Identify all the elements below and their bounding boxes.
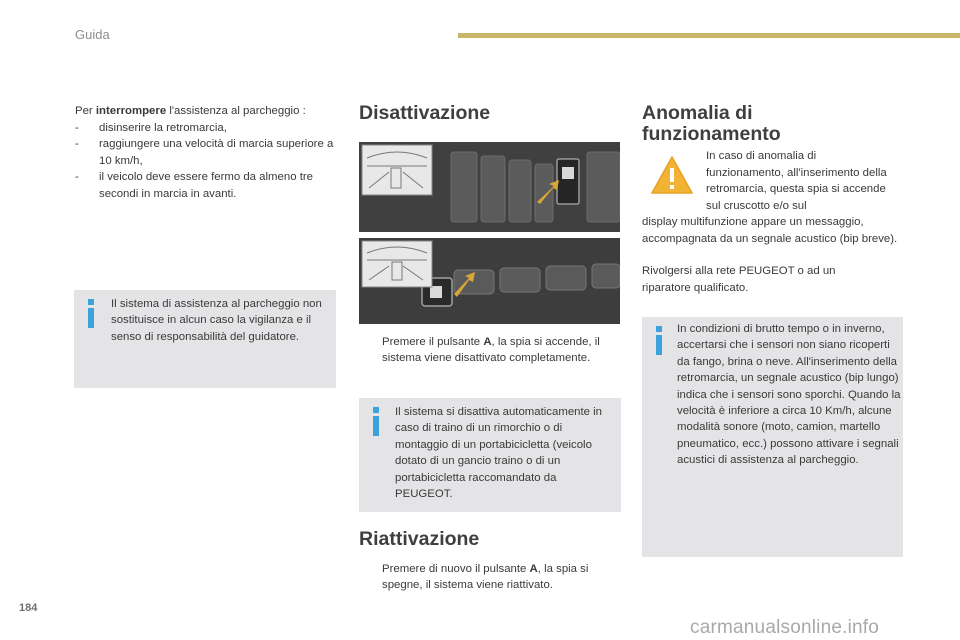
info-box-weather (642, 317, 903, 557)
intro-lead-prefix: Per (75, 105, 96, 117)
heading-anomalia (642, 103, 781, 145)
page-number: 184 (19, 602, 38, 614)
anomalia-paragraph-contact: Rivolgersi alla rete PEUGEOT o ad un riparatore qualificato. (642, 265, 836, 294)
info-text: Il sistema di assistenza al parcheggio non sostituisce in alcun caso la vigilanza e il senso di responsabilità del guidatore. (111, 298, 322, 343)
list-item (75, 169, 337, 202)
heading-anomalia-line1: Anomalia di (642, 102, 753, 124)
list-item-text: il veicolo deve essere fermo da almeno tre secondi in marcia in avanti. (99, 171, 313, 200)
list-item (75, 136, 337, 169)
anomalia-paragraph-indented: In caso di anomalia di funzionamento, all'inserimento della retromarcia, questa spia si accende sul cruscotto e/o sul (706, 150, 887, 212)
info-text: In condizioni di brutto tempo o in inverno, accertarsi che i sensori non siano ricoperti da fango, brina o neve. All'inserimento della retromarcia, un segnale acustico (bip lungo) indica che i sensori sono sporchi. Quando la velocità è inferiore a circa 10 Km/h, alcune modalità sonore (moto, camion, martello pneumatico, ecc.) possono attivare i segnali acustici di assistenza al parcheggio. (677, 323, 901, 467)
step-prefix: Premere di nuovo il pulsante (382, 563, 530, 575)
list-dash: - (75, 171, 79, 183)
info-box-auto-deactivation (359, 398, 621, 512)
intro-list (75, 120, 337, 203)
step-key: A (483, 336, 492, 348)
step-riattivazione (359, 561, 621, 595)
step-key: A (529, 563, 538, 575)
heading-disattivazione: Disattivazione (359, 102, 491, 124)
intro-lead-suffix: l'assistenza al parcheggio : (166, 105, 306, 117)
step-suffix: , la spia si spegne, il sistema viene riattivato. (382, 563, 589, 592)
intro-lead (75, 103, 337, 120)
step-disattivazione (359, 334, 621, 368)
step-prefix: Premere il pulsante (382, 336, 484, 348)
heading-anomalia-line2: funzionamento (642, 123, 781, 145)
warning-triangle-icon (650, 155, 694, 195)
step-text (382, 561, 621, 594)
list-dash: - (75, 138, 79, 150)
info-box-responsibility (74, 290, 336, 388)
list-item-text: disinserire la retromarcia, (99, 121, 227, 134)
section-title: Guida (75, 27, 110, 42)
list-dash: - (75, 121, 79, 134)
heading-riattivazione: Riattivazione (359, 528, 480, 550)
header-accent-bar (458, 33, 960, 38)
anomalia-paragraph-rest: display multifunzione appare un messaggio, accompagnata da un segnale acustico (bip breve). (642, 216, 898, 245)
watermark: carmanualsonline.info (690, 617, 880, 638)
step-suffix: , la spia si accende, il sistema viene disattivato completamente. (382, 336, 600, 365)
list-item (75, 120, 337, 137)
info-text: Il sistema si disattiva automaticamente in caso di traino di un rimorchio o di montaggio di un portabicicletta (veicolo dotato di un gancio traino o di un portabicicletta raccomandato da PEUGEOT. (395, 406, 603, 501)
step-text (382, 334, 621, 367)
intro-block (75, 103, 337, 202)
dashboard-photo-2 (359, 238, 620, 324)
intro-lead-bold: interrompere (95, 105, 167, 117)
list-item-text: raggiungere una velocità di marcia superiore a 10 km/h, (99, 138, 334, 167)
dashboard-photo-1 (359, 142, 620, 232)
